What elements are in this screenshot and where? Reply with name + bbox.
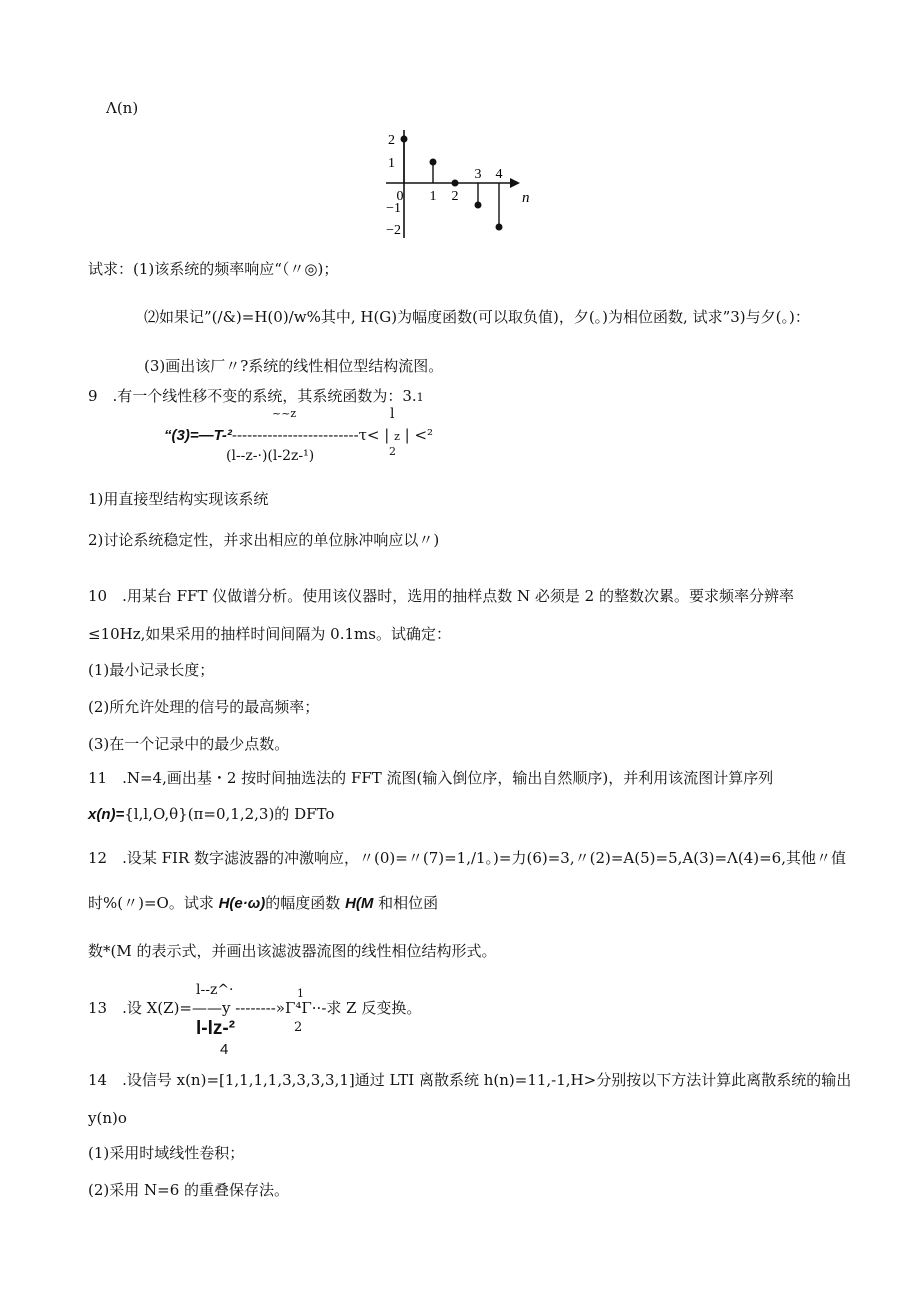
q9-line1 <box>88 386 424 406</box>
q12-line3: 数*(M 的表示式，并画出该滤波器流图的线性相位结构形式。 <box>88 942 497 960</box>
q14-item1: (1)采用时域线性卷积； <box>88 1144 245 1162</box>
q11-line1: 11 .N=4,画出基・2 按时间抽选法的 FFT 流图(输入倒位序，输出自然顺序)，并利用该流图计算序列 <box>88 769 774 787</box>
q12-line2-b: 的幅度函数 <box>265 894 346 912</box>
q9-frac-bottom: 2 <box>389 445 396 458</box>
q8-line3: (3)画出该厂〃?系统的线性相位型结构流图。 <box>144 357 444 375</box>
xtick-0: 0 <box>396 189 404 204</box>
q13-sub2: 2 <box>294 1020 303 1035</box>
q10-item2: (2)所允许处理的信号的最高频率； <box>88 698 320 716</box>
stem-4-dot <box>496 224 503 231</box>
q12-line2-c: 和相位函 <box>373 894 439 912</box>
ytick-m1: −1 <box>386 201 401 216</box>
q12-line2-a: 时%(〃)=O。试求 <box>88 894 219 912</box>
q9-formula-mid: -------------------------τ< | <box>231 426 395 444</box>
q13-denominator: l-lz-² <box>196 1018 236 1039</box>
figure-label: Λ(n) <box>106 99 139 117</box>
xtick-2: 2 <box>451 189 459 204</box>
ytick-1: 1 <box>388 156 395 171</box>
ytick-m2: −2 <box>386 223 401 238</box>
q9-formula <box>164 425 433 446</box>
q10-item1: (1)最小记录长度； <box>88 661 215 679</box>
q9-formula-right: | <² <box>399 426 434 444</box>
q8-line2: ⑵如果记”(/&)=H(0)/w%其中, H(G)为幅度函数(可以取负值)，夕(。)为相位函数, 试求”3)与夕(。)： <box>144 308 810 326</box>
q10-item3: (3)在一个记录中的最少点数。 <box>88 735 290 753</box>
q9-item2: 2)讨论系统稳定性，并求出相应的单位脉冲响应以〃) <box>88 531 440 549</box>
stem-3-dot <box>475 202 482 209</box>
q12-h-m: H(M <box>345 895 374 912</box>
stem-plot <box>370 122 530 242</box>
q12-line2 <box>88 893 438 914</box>
axis-label-n: n <box>522 190 530 206</box>
q8-line1: 试求：(1)该系统的频率响应“（〃◎)； <box>88 260 339 278</box>
ytick-2: 2 <box>388 133 395 148</box>
q11-x-n: x(n)= <box>88 806 125 823</box>
q13-sub4: 4 <box>220 1041 229 1058</box>
q13-numerator: l--z^· <box>196 982 234 998</box>
q9-formula-left: “(3)=—T-² <box>164 427 232 444</box>
q9-denominator: (l--z-·)(l-2z-¹) <box>226 448 315 464</box>
q14-line2: y(n)o <box>88 1109 127 1127</box>
q12-line1: 12 .设某 FIR 数字滤波器的冲激响应，〃(0)=〃(7)=1,/1。)=力(6)=3,〃(2)=A(5)=5,A(3)=Λ(4)=6,其他〃值 <box>88 849 846 867</box>
xtick-3: 3 <box>474 167 482 182</box>
x-axis-arrow <box>510 178 520 188</box>
stem-1-dot <box>430 159 437 166</box>
q14-line1: 14 .设信号 x(n)=[1,1,1,1,3,3,3,3,1]通过 LTI 离散系统 h(n)=11,-1,H>分别按以下方法计算此离散系统的输出 <box>88 1071 852 1089</box>
q9-frac-top: l <box>390 406 395 422</box>
xtick-4: 4 <box>495 167 503 182</box>
q13-sup1: 1 <box>297 987 304 1000</box>
q14-item2: (2)采用 N=6 的重叠保存法。 <box>88 1181 290 1199</box>
q9-item1: 1)用直接型结构实现该系统 <box>88 490 269 508</box>
q10-line1: 10 .用某台 FFT 仪做谱分析。使用该仪器时，选用的抽样点数 N 必须是 2 的整数次累。要求频率分辨率 <box>88 587 794 605</box>
q12-h-ejw: H(e·ω) <box>218 895 266 912</box>
q11-line2 <box>88 804 334 825</box>
stem-2-dot <box>452 180 459 187</box>
q9-sub1: 1 <box>416 391 424 404</box>
q10-line2: ≤10Hz,如果采用的抽样时间间隔为 0.1ms。试确定： <box>88 625 451 643</box>
q9-line1-text: 9 .有一个线性移不变的系统，其系统函数为：3. <box>88 387 417 405</box>
q9-formula-z: z <box>394 430 400 443</box>
q11-line2-rest: {l,l,O,θ}(π=0,1,2,3)的 DFTo <box>124 805 335 823</box>
xtick-1: 1 <box>429 189 437 204</box>
stem-0-dot <box>401 136 408 143</box>
q13-main: 13 .设 X(Z)=——y --------»Γ⁴Γ··-求 Z 反变换。 <box>88 999 422 1017</box>
q9-tilde: ~~z <box>272 407 297 420</box>
